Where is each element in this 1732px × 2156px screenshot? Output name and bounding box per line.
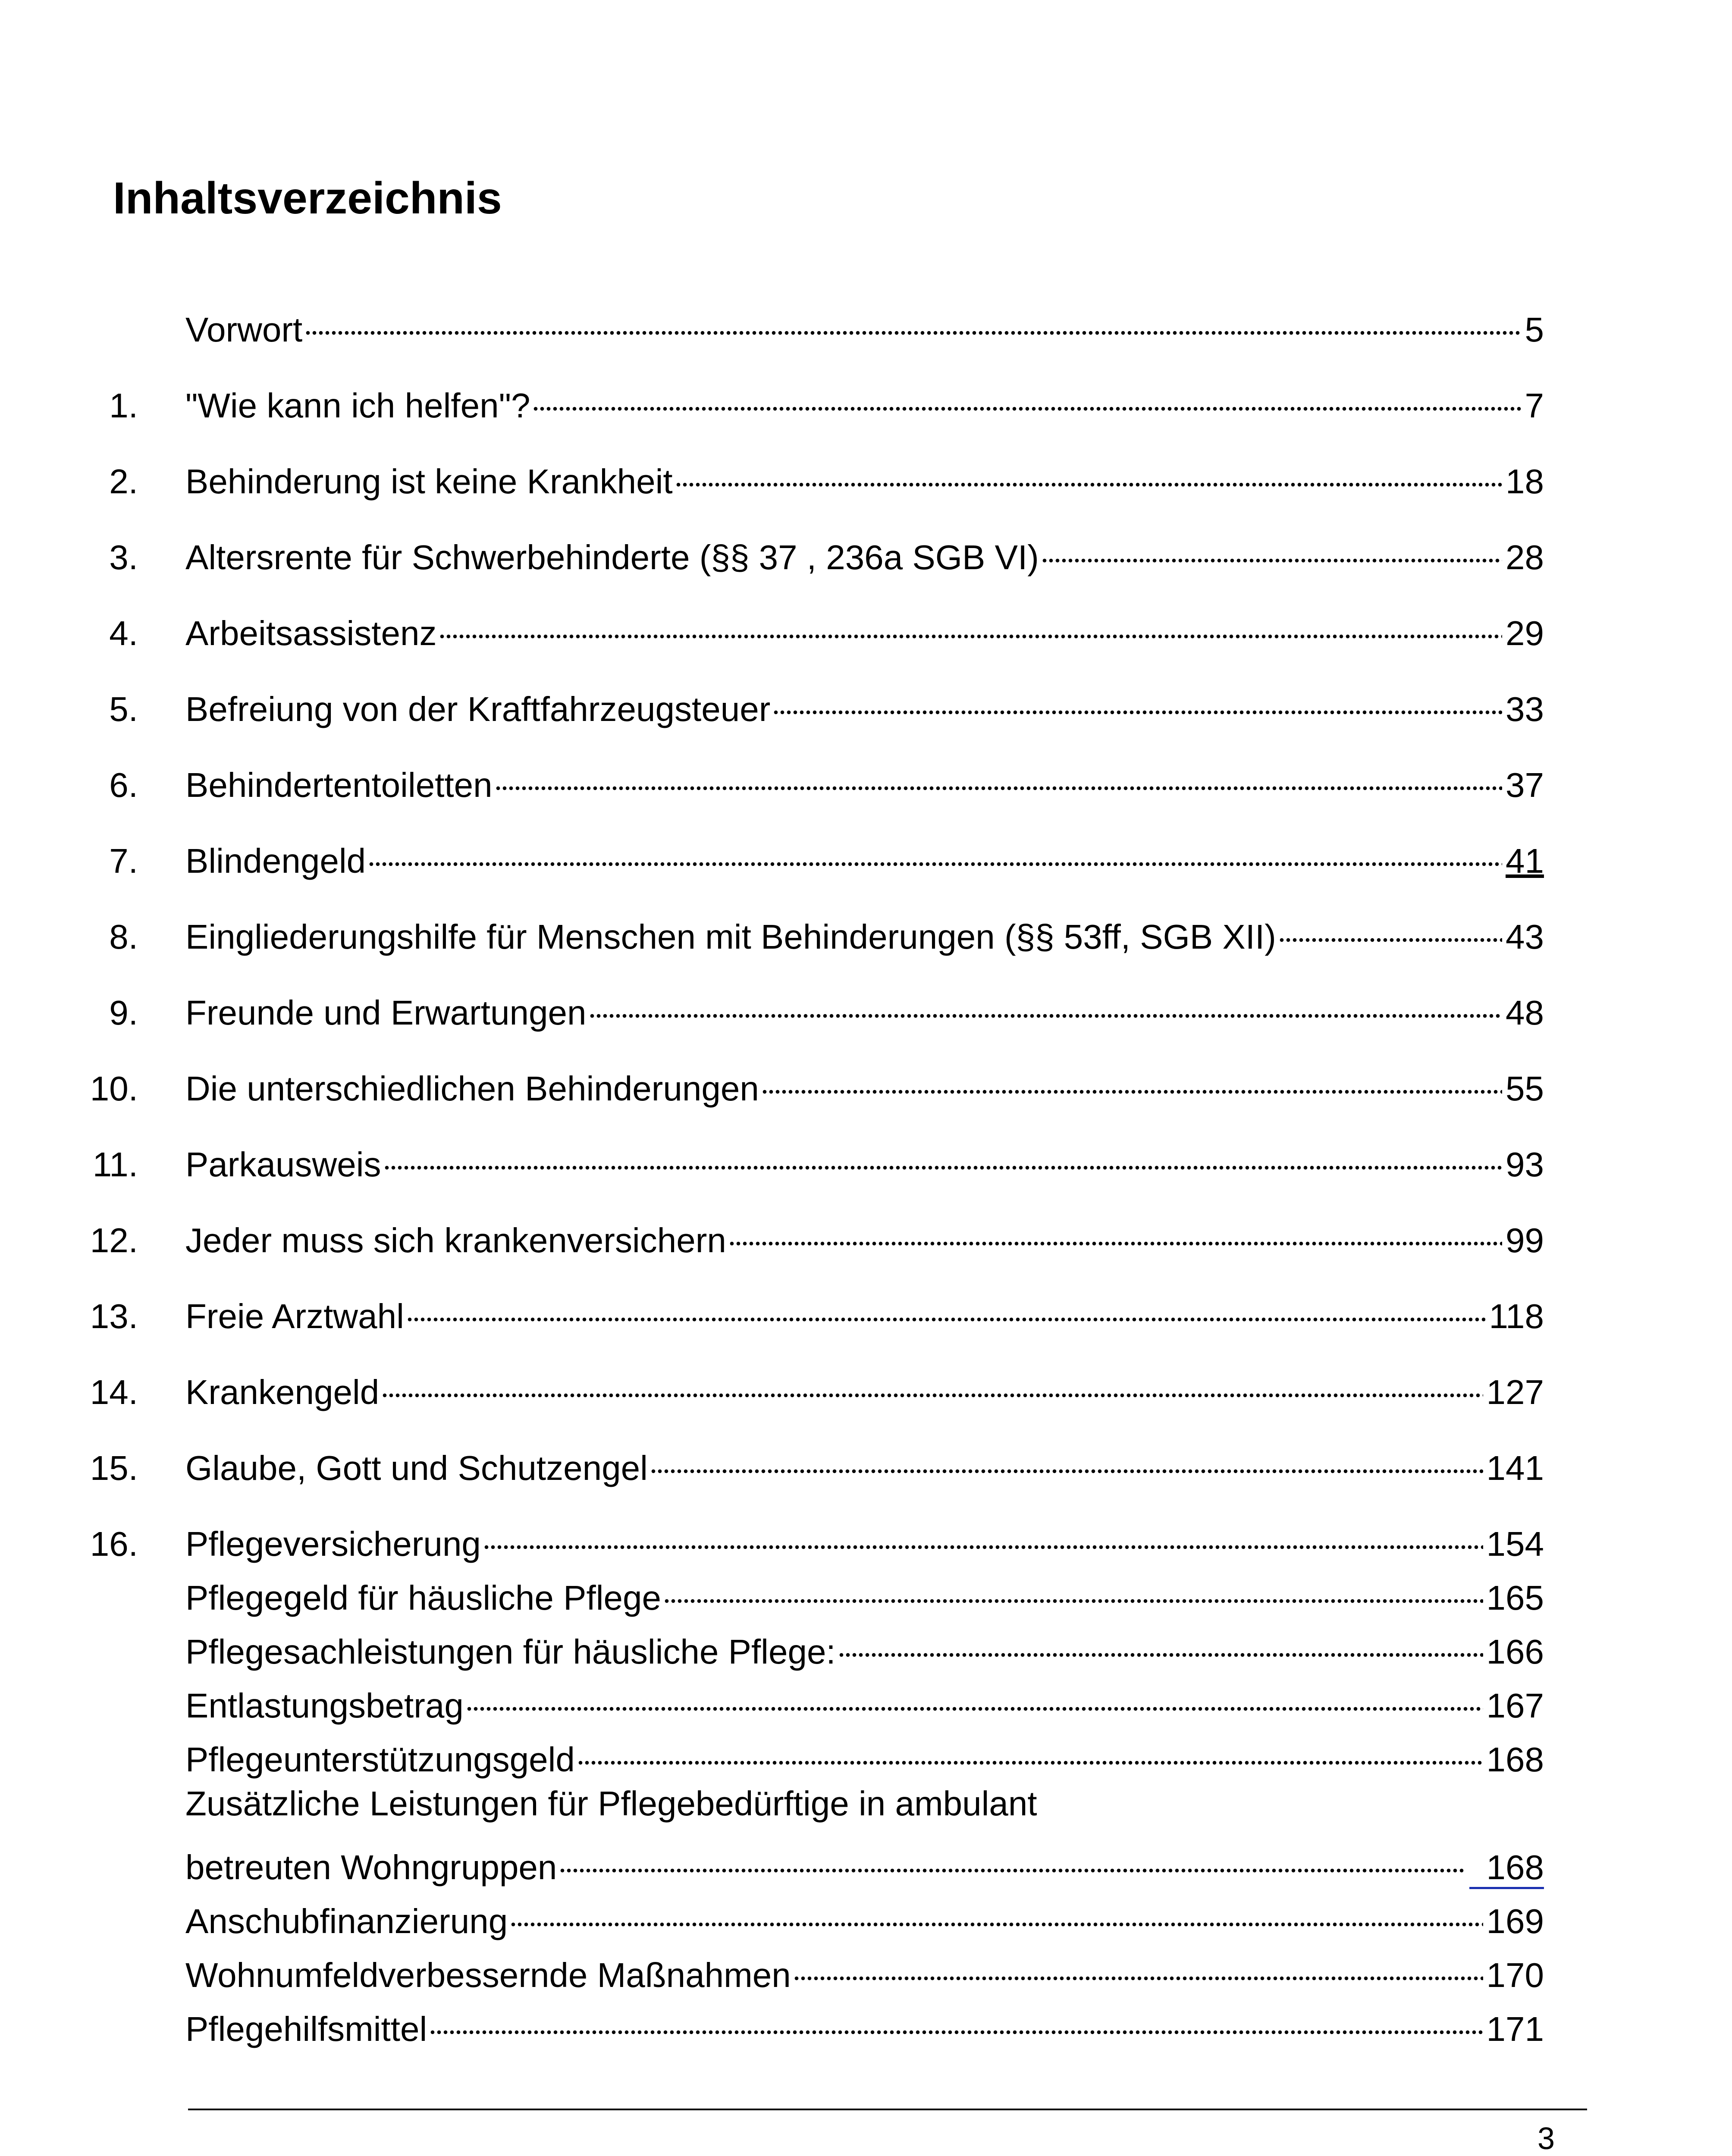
page-number: 3 — [1537, 2122, 1555, 2156]
dot-leader — [560, 1836, 1465, 1879]
entry-title: Parkausweis — [185, 1145, 381, 1184]
toc-subentry[interactable] — [69, 1836, 1544, 1887]
toc-subentry[interactable] — [69, 1728, 1544, 1779]
entry-title: Freunde und Erwartungen — [185, 993, 587, 1032]
dot-leader — [369, 830, 1502, 873]
entry-page: 171 — [1486, 2010, 1544, 2048]
entry-number: 6. — [109, 766, 138, 804]
entry-title: Glaube, Gott und Schutzengel — [185, 1449, 648, 1487]
entry-title: Pflegeversicherung — [185, 1525, 481, 1563]
entry-title: Entlastungsbetrag — [185, 1686, 464, 1725]
toc-subentry[interactable] — [69, 1567, 1544, 1617]
toc-subentry[interactable] — [69, 1890, 1544, 1940]
toc-subentry[interactable] — [69, 1620, 1544, 1671]
entry-number: 16. — [90, 1525, 138, 1563]
dot-leader — [496, 754, 1502, 797]
entry-number: 3. — [109, 538, 138, 577]
entry-page: 41 — [1506, 842, 1544, 880]
entry-page: 170 — [1486, 1956, 1544, 1994]
toc-entry-12[interactable] — [69, 1209, 1544, 1260]
dot-leader — [676, 450, 1502, 493]
toc-entry-5[interactable] — [69, 678, 1544, 728]
entry-title: Befreiung von der Kraftfahrzeugsteuer — [185, 690, 771, 728]
entry-page: 28 — [1506, 538, 1544, 577]
dot-leader — [408, 1285, 1486, 1328]
toc-entry-11[interactable] — [69, 1133, 1544, 1184]
dot-leader — [730, 1209, 1502, 1252]
entry-page: 5 — [1525, 310, 1544, 349]
entry-page: 168 — [1469, 1848, 1544, 1889]
entry-title: Altersrente für Schwerbehinderte (§§ 37 , 236a SGB VI) — [185, 538, 1039, 577]
entry-title-line1: Zusätzliche Leistungen für Pflegebedürftige in ambulant — [185, 1784, 1037, 1823]
entry-number: 14. — [90, 1373, 138, 1411]
dot-leader — [762, 1057, 1502, 1100]
entry-title: Eingliederungshilfe für Menschen mit Behinderungen (§§ 53ff, SGB XII) — [185, 918, 1276, 956]
toc-entry-16[interactable] — [69, 1513, 1544, 1563]
toc-subentry[interactable] — [69, 1674, 1544, 1725]
toc-entry-6[interactable] — [69, 754, 1544, 804]
dot-leader — [467, 1674, 1483, 1717]
dot-leader — [1042, 526, 1502, 569]
entry-number: 12. — [90, 1221, 138, 1260]
entry-number: 7. — [109, 842, 138, 880]
dot-leader — [1280, 906, 1502, 949]
entry-title: Behindertentoiletten — [185, 766, 493, 804]
entry-number: 9. — [109, 993, 138, 1032]
entry-page: 169 — [1486, 1902, 1544, 1940]
entry-page: 55 — [1506, 1069, 1544, 1108]
dot-leader — [533, 374, 1521, 417]
entry-number: 10. — [90, 1069, 138, 1108]
dot-leader — [440, 602, 1502, 645]
dot-leader — [385, 1133, 1503, 1176]
entry-title: Freie Arztwahl — [185, 1297, 404, 1335]
dot-leader — [306, 298, 1521, 342]
toc-entry-14[interactable] — [69, 1361, 1544, 1411]
toc-entry-3[interactable] — [69, 526, 1544, 577]
dot-leader — [484, 1513, 1483, 1556]
entry-page: 33 — [1506, 690, 1544, 728]
entry-number: 5. — [109, 690, 138, 728]
entry-page: 127 — [1486, 1373, 1544, 1411]
toc-entry-4[interactable] — [69, 602, 1544, 652]
entry-page: 29 — [1506, 614, 1544, 652]
entry-title: Blindengeld — [185, 842, 366, 880]
entry-number: 2. — [109, 462, 138, 501]
entry-title: betreuten Wohngruppen — [185, 1848, 557, 1887]
entry-title: Vorwort — [185, 310, 303, 349]
entry-page: 166 — [1486, 1633, 1544, 1671]
toc-entry-vorwort[interactable] — [69, 298, 1544, 349]
dot-leader — [430, 1998, 1483, 2041]
dot-leader — [383, 1361, 1483, 1404]
entry-number: 1. — [109, 386, 138, 425]
entry-title: Arbeitsassistenz — [185, 614, 437, 652]
entry-title: Anschubfinanzierung — [185, 1902, 508, 1940]
dot-leader — [839, 1620, 1483, 1664]
toc-entry-2[interactable] — [69, 450, 1544, 501]
entry-number: 4. — [109, 614, 138, 652]
dot-leader — [774, 678, 1502, 721]
entry-title: Jeder muss sich krankenversichern — [185, 1221, 726, 1260]
entry-title: "Wie kann ich helfen"? — [185, 386, 530, 425]
entry-page: 48 — [1506, 993, 1544, 1032]
entry-page: 18 — [1506, 462, 1544, 501]
entry-page: 168 — [1486, 1740, 1544, 1779]
entry-page: 154 — [1486, 1525, 1544, 1563]
dot-leader — [590, 981, 1503, 1025]
dot-leader — [665, 1567, 1483, 1610]
toc-entry-1[interactable] — [69, 374, 1544, 425]
entry-page: 141 — [1486, 1449, 1544, 1487]
entry-number: 13. — [90, 1297, 138, 1335]
entry-title: Krankengeld — [185, 1373, 380, 1411]
dot-leader — [651, 1437, 1483, 1480]
entry-title: Pflegeunterstützungsgeld — [185, 1740, 575, 1779]
footer-rule — [188, 2109, 1587, 2110]
entry-title: Die unterschiedlichen Behinderungen — [185, 1069, 759, 1108]
dot-leader — [794, 1944, 1483, 1987]
entry-number: 11. — [92, 1145, 138, 1184]
toc-subentry[interactable] — [69, 1998, 1544, 2048]
entry-title: Pflegegeld für häusliche Pflege — [185, 1579, 661, 1617]
toc-entry-10[interactable] — [69, 1057, 1544, 1108]
toc-entry-15[interactable] — [69, 1437, 1544, 1487]
dot-leader — [511, 1890, 1483, 1933]
entry-page: 7 — [1525, 386, 1544, 425]
entry-number: 8. — [109, 918, 138, 956]
page-title: Inhaltsverzeichnis — [113, 173, 502, 223]
entry-title: Behinderung ist keine Krankheit — [185, 462, 673, 501]
toc-entry-8[interactable] — [69, 906, 1544, 956]
entry-page: 167 — [1486, 1686, 1544, 1725]
entry-title: Pflegehilfsmittel — [185, 2010, 427, 2048]
entry-page: 99 — [1506, 1221, 1544, 1260]
entry-page: 93 — [1506, 1145, 1544, 1184]
entry-title: Pflegesachleistungen für häusliche Pflege: — [185, 1633, 836, 1671]
entry-page: 165 — [1486, 1579, 1544, 1617]
entry-page: 37 — [1506, 766, 1544, 804]
toc-entry-13[interactable] — [69, 1285, 1544, 1335]
toc-entry-7[interactable] — [69, 830, 1544, 880]
toc-entry-9[interactable] — [69, 981, 1544, 1032]
entry-page: 43 — [1506, 918, 1544, 956]
entry-number: 15. — [90, 1449, 138, 1487]
entry-title: Wohnumfeldverbessernde Maßnahmen — [185, 1956, 791, 1994]
dot-leader — [578, 1728, 1483, 1771]
entry-page: 118 — [1489, 1297, 1544, 1335]
toc-subentry[interactable] — [69, 1944, 1544, 1994]
